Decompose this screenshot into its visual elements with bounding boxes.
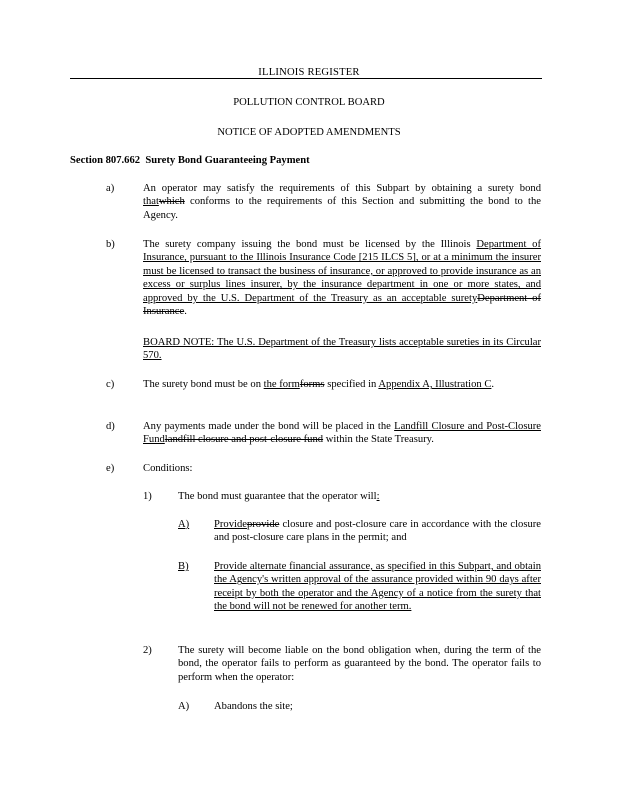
paragraph-a-deletion: which xyxy=(158,196,185,208)
register-title: ILLINOIS REGISTER xyxy=(258,67,360,78)
paragraph-a-text-2: conforms to the requirements of this Section and submitting the bond to the Agency. xyxy=(143,196,541,221)
notice-title: NOTICE OF ADOPTED AMENDMENTS xyxy=(217,127,401,138)
header-rule xyxy=(70,78,542,79)
paragraph-b-deletion: Department of Insurance xyxy=(143,292,542,318)
paragraph-c-text-3: . xyxy=(491,379,495,390)
paragraph-a-insertion: that xyxy=(143,196,159,208)
paragraph-d-text-2: within the State Treasury. xyxy=(323,434,434,446)
paragraph-e1-insertion: : xyxy=(376,491,380,502)
section-title: Surety Bond Guaranteeing Payment xyxy=(145,155,310,166)
paragraph-e2-label: 2) xyxy=(143,645,152,656)
paragraph-b-label: b) xyxy=(106,239,115,250)
paragraph-c xyxy=(143,378,541,391)
paragraph-e1A-text: closure and post-closure care in accordance with the closure and post-closure care plans in the permit; and xyxy=(214,519,541,544)
paragraph-e1 xyxy=(178,490,541,503)
paragraph-d-insertion: Landfill Closure and Post-Closure Fund xyxy=(143,421,541,446)
paragraph-a-label: a) xyxy=(106,183,115,194)
paragraph-e1A-insertion: Provide xyxy=(214,519,247,530)
paragraph-a xyxy=(143,182,541,222)
paragraph-e1A xyxy=(214,518,541,545)
paragraph-d-text-1: Any payments made under the bond will be placed in the xyxy=(143,421,395,432)
paragraph-e1A-label: A) xyxy=(178,519,190,530)
paragraph-e2A: Abandons the site; xyxy=(214,701,293,712)
paragraph-a-text-1: An operator may satisfy the requirements of this Subpart by obtaining a surety bond xyxy=(143,183,541,194)
paragraph-e1-label: 1) xyxy=(143,491,152,502)
section-number: Section 807.662 xyxy=(70,155,141,166)
paragraph-e1A-deletion: provide xyxy=(246,519,280,530)
paragraph-e1B-label: B) xyxy=(178,561,189,572)
paragraph-b-text-2: . xyxy=(184,306,187,318)
paragraph-e1B: Provide alternate financial assurance, as specified in this Subpart, and obtain the Agency's written approval of the assurance provided within 90 days after receipt by both the operator and the Agency of a notice from the surety that the bond will not be renewed for another term. xyxy=(214,561,541,613)
board-note: BOARD NOTE: The U.S. Department of the Treasury lists acceptable sureties in its Circular 570. xyxy=(143,337,541,362)
paragraph-e: Conditions: xyxy=(143,463,193,474)
section-heading xyxy=(70,154,310,167)
paragraph-d xyxy=(143,420,541,447)
paragraph-d-deletion: landfill closure and post-closure fund xyxy=(164,434,324,446)
board-title: POLLUTION CONTROL BOARD xyxy=(233,97,385,108)
paragraph-c-text-2: specified in xyxy=(324,379,379,390)
paragraph-e1-text: The bond must guarantee that the operator will xyxy=(178,491,377,502)
paragraph-e-label: e) xyxy=(106,463,115,474)
paragraph-e2: The surety will become liable on the bond obligation when, during the term of the bond, the operator fails to perform as guaranteed by the bond. The operator fails to perform when the operator: xyxy=(178,645,541,683)
paragraph-d-label: d) xyxy=(106,421,115,432)
paragraph-c-insertion-1: the form xyxy=(263,379,300,390)
paragraph-c-label: c) xyxy=(106,379,115,390)
paragraph-b-insertion: Department of Insurance, pursuant to the Illinois Insurance Code [215 ILCS 5], or at a minimum the insurer must be licensed to transact the business of insurance, or approved to provide insurance as an excess or surplus lines insurer, by the insurance department in one or more states, and approved by the U.S. Department of the Treasury as an acceptable surety xyxy=(143,239,541,304)
paragraph-c-insertion-2: Appendix A, Illustration C xyxy=(378,379,492,390)
paragraph-c-text-1: The surety bond must be on xyxy=(143,379,264,390)
paragraph-c-deletion: forms xyxy=(299,379,325,390)
paragraph-e2A-label: A) xyxy=(178,701,190,712)
paragraph-b xyxy=(143,238,541,318)
paragraph-b-text-1: The surety company issuing the bond must be licensed by the Illinois xyxy=(143,239,477,250)
